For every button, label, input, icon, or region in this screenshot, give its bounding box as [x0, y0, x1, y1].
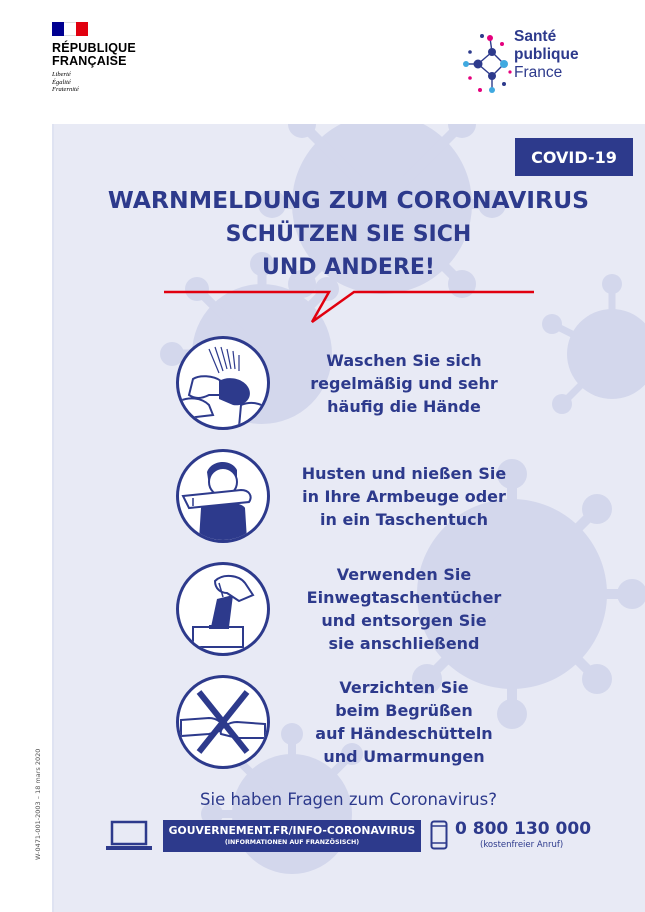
step-text-line: Einwegtaschentücher — [306, 588, 502, 607]
spf-line3: France — [514, 64, 563, 81]
step-wash-hands — [176, 336, 616, 432]
tissue-box-icon — [176, 562, 270, 656]
spf-line1: Santé — [514, 28, 557, 45]
covid-badge: COVID-19 — [515, 138, 633, 176]
hotline-note: (kostenfreier Anruf) — [480, 840, 564, 850]
step-cough-elbow-text — [284, 449, 524, 543]
hand-washing-icon — [176, 336, 270, 430]
molecule-network-icon — [462, 24, 514, 104]
republique-name — [52, 42, 152, 68]
info-url-text[interactable]: GOUVERNEMENT.FR/INFO-CORONAVIRUS — [168, 824, 416, 837]
step-text-line: auf Händeschütteln — [315, 724, 493, 743]
footer-question: Sie haben Fragen zum Coronavirus? — [200, 790, 497, 809]
step-tissues-text — [284, 562, 524, 656]
step-text-line: häufig die Hände — [327, 396, 481, 416]
step-text-line: Verwenden Sie — [336, 565, 472, 584]
republique-motto — [52, 71, 152, 94]
info-url-link[interactable] — [163, 820, 421, 852]
step-text-line: beim Begrüßen — [335, 701, 473, 720]
hotline-number[interactable]: 0 800 130 000 — [455, 819, 592, 839]
step-text-line: in ein Taschentuch — [320, 509, 488, 529]
motto-fraternite: Fraternité — [52, 86, 79, 93]
title-line1: WARNMELDUNG ZUM CORONAVIRUS — [107, 186, 590, 214]
no-handshake-icon — [176, 675, 270, 769]
info-url-note: (INFORMATIONEN AUF FRANZÖSISCH) — [224, 839, 360, 846]
step-cough-elbow — [176, 449, 616, 545]
laptop-icon — [104, 820, 154, 852]
republique-francaise-logo — [52, 22, 152, 94]
step-text-line: und entsorgen Sie — [321, 611, 487, 630]
republique-name-line1: RÉPUBLIQUE — [52, 41, 136, 55]
motto-liberte: Liberté — [52, 71, 71, 78]
step-text-line: Waschen Sie sich — [326, 350, 482, 370]
step-text-line: und Umarmungen — [323, 747, 485, 766]
sante-publique-france-text — [514, 28, 579, 82]
smartphone-icon — [430, 820, 448, 850]
step-no-handshake-text — [284, 675, 524, 769]
step-text-line: Verzichten Sie — [339, 678, 469, 697]
motto-egalite: Égalité — [52, 78, 71, 86]
step-text-line: regelmäßig und sehr — [310, 373, 498, 393]
step-text-line: in Ihre Armbeuge oder — [302, 486, 506, 506]
elbow-cough-icon — [176, 449, 270, 543]
step-wash-hands-text — [284, 336, 524, 430]
title-line3: UND ANDERE! — [262, 255, 435, 280]
sante-publique-france-logo — [462, 24, 612, 104]
document-reference: W-0471-001-2003 – 18 mars 2020 — [34, 748, 42, 860]
spf-line2: publique — [514, 46, 579, 63]
step-text-line: Husten und nießen Sie — [301, 463, 507, 483]
step-text-line: sie anschließend — [328, 634, 480, 653]
republique-name-line2: FRANÇAISE — [52, 54, 127, 68]
step-tissues — [176, 562, 616, 658]
title-line2: SCHÜTZEN SIE SICH — [225, 222, 472, 247]
marianne-flag-icon — [52, 22, 88, 36]
speech-bubble-line — [164, 290, 534, 326]
step-no-handshake — [176, 675, 616, 771]
